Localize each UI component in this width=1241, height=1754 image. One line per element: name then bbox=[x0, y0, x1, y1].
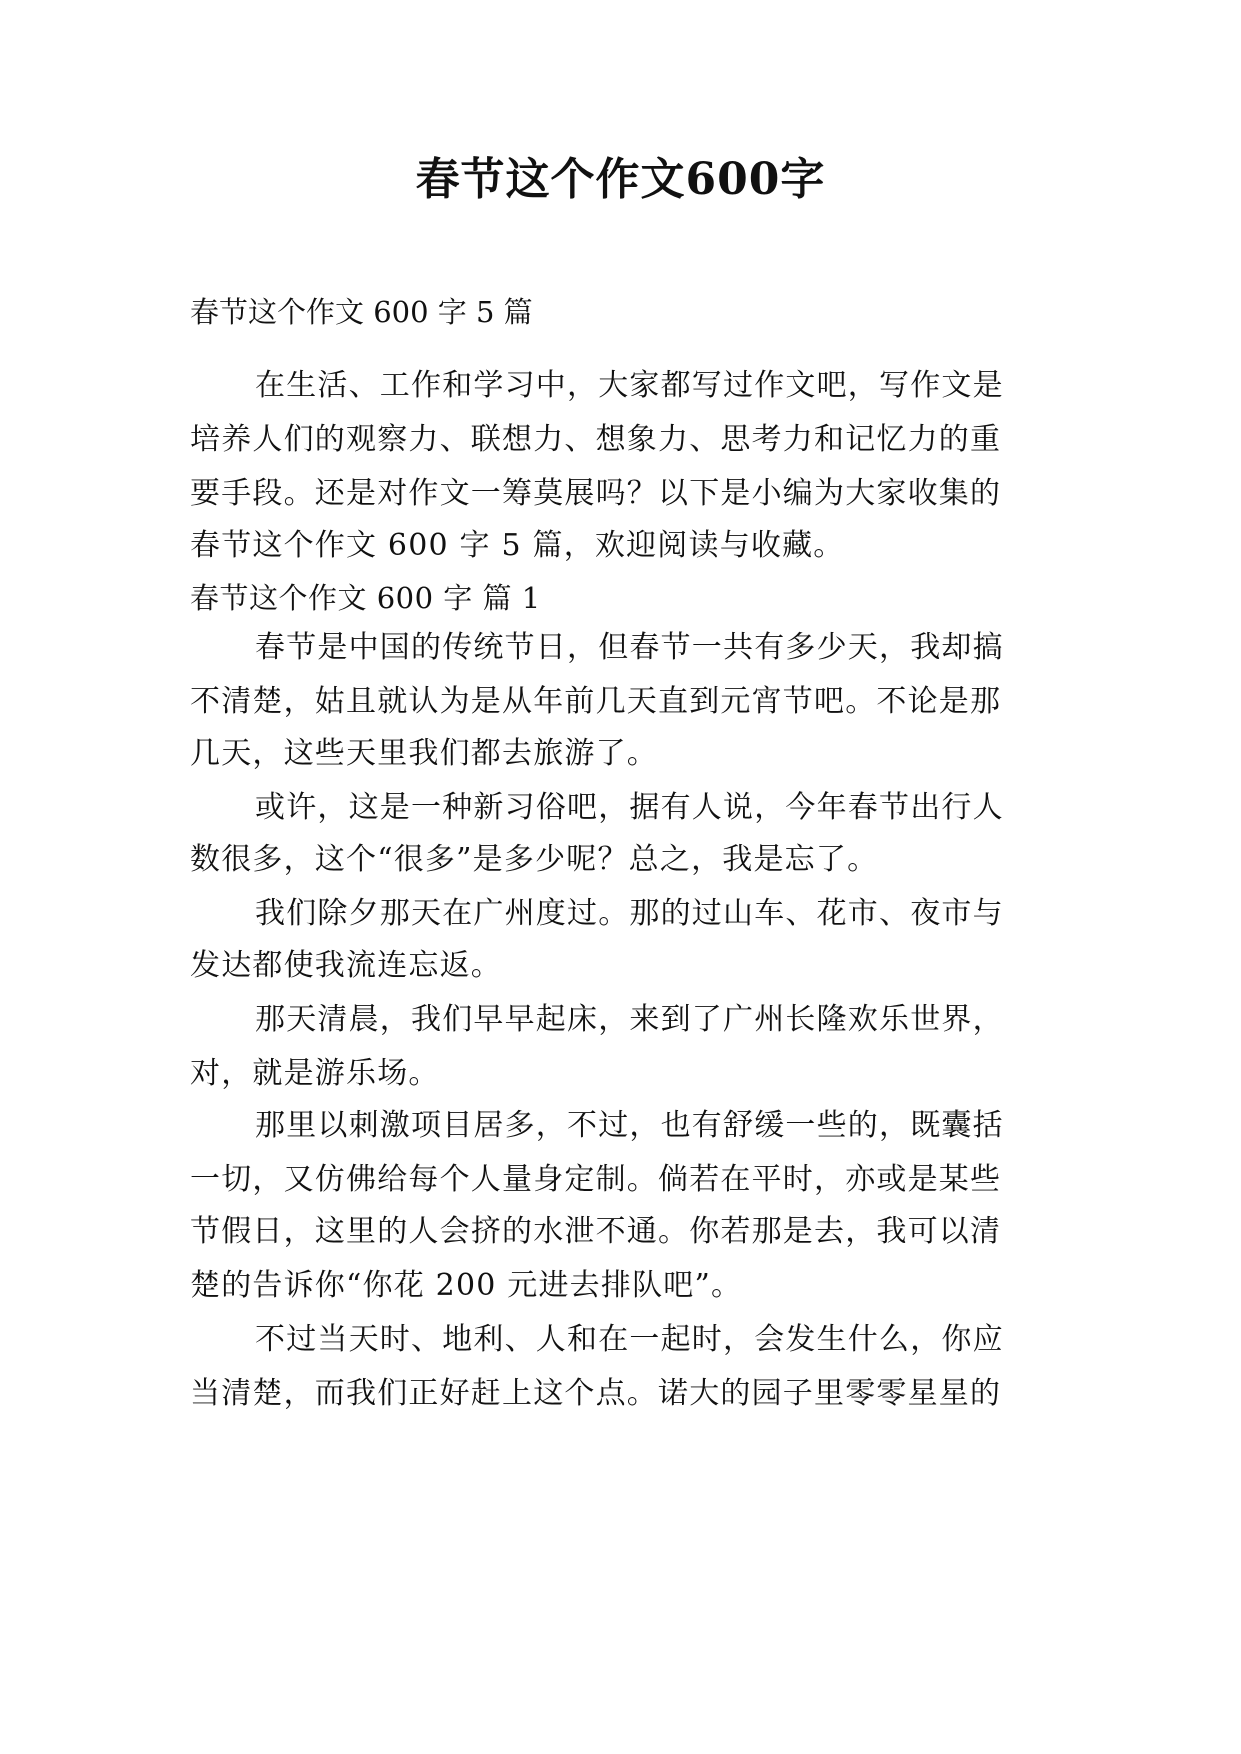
paragraph-line: 发达都使我流连忘返。 bbox=[190, 948, 502, 983]
paragraph-line: 不过当天时、地利、人和在一起时，会发生什么，你应 bbox=[255, 1322, 1004, 1357]
intro-line-2: 培养人们的观察力、联想力、想象力、思考力和记忆力的重 bbox=[190, 422, 1002, 457]
paragraph-line: 那里以刺激项目居多，不过，也有舒缓一些的，既囊括 bbox=[255, 1108, 1004, 1143]
document-title: 春节这个作文600字 bbox=[415, 154, 826, 205]
intro-line-4: 春节这个作文 600 字 5 篇，欢迎阅读与收藏。 bbox=[190, 528, 845, 563]
paragraph-line: 节假日，这里的人会挤的水泄不通。你若那是去，我可以清 bbox=[190, 1214, 1002, 1249]
paragraph-line: 或许，这是一种新习俗吧，据有人说，今年春节出行人 bbox=[255, 790, 1004, 825]
paragraph-line: 几天，这些天里我们都去旅游了。 bbox=[190, 736, 658, 771]
paragraph-line: 对，就是游乐场。 bbox=[190, 1056, 440, 1091]
section-heading: 春节这个作文 600 字 篇 1 bbox=[190, 581, 541, 615]
paragraph-line: 楚的告诉你“你花 200 元进去排队吧”。 bbox=[190, 1268, 743, 1303]
paragraph-line: 不清楚，姑且就认为是从年前几天直到元宵节吧。不论是那 bbox=[190, 684, 1002, 719]
paragraph-line: 当清楚，而我们正好赶上这个点。诺大的园子里零零星星的 bbox=[190, 1376, 1002, 1411]
document-subtitle: 春节这个作文 600 字 5 篇 bbox=[190, 295, 533, 329]
paragraph-line: 那天清晨，我们早早起床，来到了广州长隆欢乐世界， bbox=[255, 1002, 1004, 1037]
intro-line-3: 要手段。还是对作文一筹莫展吗？以下是小编为大家收集的 bbox=[190, 476, 1002, 511]
intro-line-1: 在生活、工作和学习中，大家都写过作文吧，写作文是 bbox=[255, 368, 1004, 403]
paragraph-line: 数很多，这个“很多”是多少呢？总之，我是忘了。 bbox=[190, 842, 879, 877]
paragraph-line: 春节是中国的传统节日，但春节一共有多少天，我却搞 bbox=[255, 630, 1004, 665]
paragraph-line: 一切，又仿佛给每个人量身定制。倘若在平时，亦或是某些 bbox=[190, 1162, 1002, 1197]
paragraph-line: 我们除夕那天在广州度过。那的过山车、花市、夜市与 bbox=[255, 896, 1004, 931]
